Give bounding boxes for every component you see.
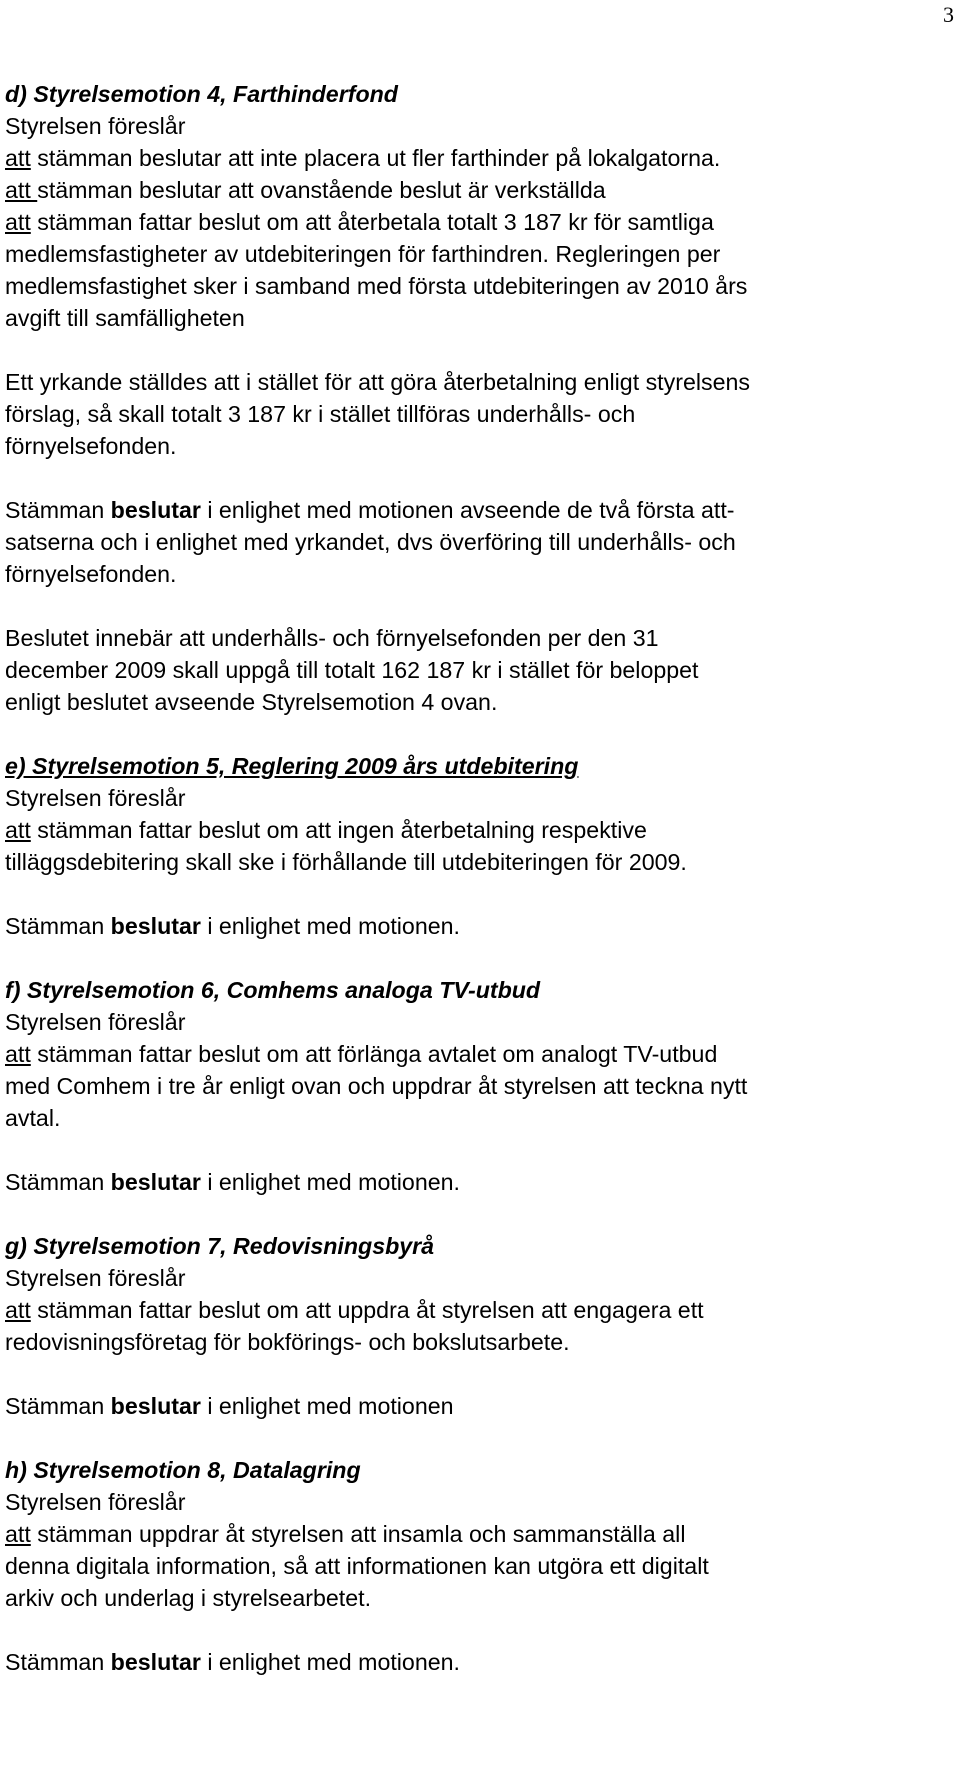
motion-line [5, 1038, 955, 1070]
att-keyword: att [5, 1297, 31, 1323]
decision-line [5, 1390, 955, 1422]
section-h [5, 1454, 955, 1678]
decision-lead: Stämman [5, 913, 111, 939]
section-e [5, 750, 955, 942]
decision-line: förnyelsefonden. [5, 561, 177, 587]
motion-line: tilläggsdebitering skall ske i förhållande till utdebiteringen för 2009. [5, 849, 687, 875]
decision-line: satserna och i enlighet med yrkandet, dvs överföring till underhålls- och [5, 529, 736, 555]
closing-line: Beslutet innebär att underhålls- och förnyelsefonden per den 31 [5, 625, 659, 651]
motion-line [5, 142, 955, 174]
decision-line [5, 494, 955, 526]
decision-lead: Stämman [5, 1393, 111, 1419]
motion-text: stämman fattar beslut om att uppdra åt styrelsen att engagera ett [30, 1297, 704, 1323]
motion-line [5, 206, 955, 238]
decision-keyword: beslutar [110, 497, 201, 523]
decision-text: i enlighet med motionen. [200, 1169, 460, 1195]
proposer-line: Styrelsen föreslår [5, 1489, 186, 1515]
motion-line: med Comhem i tre år enligt ovan och uppdrar åt styrelsen att teckna nytt [5, 1073, 748, 1099]
motion-line: medlemsfastighet sker i samband med första utdebiteringen av 2010 års [5, 273, 748, 299]
motion-text: stämman fattar beslut om att återbetala totalt 3 187 kr för samtliga [30, 209, 714, 235]
proposer-line: Styrelsen föreslår [5, 1009, 186, 1035]
decision-text: i enlighet med motionen. [200, 913, 460, 939]
motion-text: stämman beslutar att ovanstående beslut är verkställda [37, 177, 606, 203]
motion-line: avtal. [5, 1105, 61, 1131]
motion-text: stämman uppdrar åt styrelsen att insamla och sammanställa all [30, 1521, 686, 1547]
motion-line [5, 174, 955, 206]
section-g [5, 1230, 955, 1422]
motion-line: avgift till samfälligheten [5, 305, 245, 331]
page-number: 3 [943, 2, 954, 27]
decision-keyword: beslutar [110, 1393, 201, 1419]
decision-line [5, 1646, 955, 1678]
motion-line: medlemsfastigheter av utdebiteringen för farthindren. Regleringen per [5, 241, 721, 267]
decision-lead: Stämman [5, 1649, 111, 1675]
motion-line: arkiv och underlag i styrelsearbetet. [5, 1585, 372, 1611]
closing-line: december 2009 skall uppgå till totalt 162 187 kr i stället för beloppet [5, 657, 699, 683]
paragraph-line: förslag, så skall totalt 3 187 kr i stället tillföras underhålls- och [5, 401, 636, 427]
att-keyword: att [5, 145, 31, 171]
decision-text: i enlighet med motionen avseende de två första att- [200, 497, 735, 523]
document-body [5, 78, 955, 1678]
decision-text: i enlighet med motionen [200, 1393, 454, 1419]
paragraph-line: Ett yrkande ställdes att i stället för att göra återbetalning enligt styrelsens [5, 369, 750, 395]
motion-text: stämman fattar beslut om att ingen återbetalning respektive [30, 817, 647, 843]
motion-line [5, 1518, 955, 1550]
motion-line: denna digitala information, så att informationen kan utgöra ett digitalt [5, 1553, 709, 1579]
decision-line [5, 1166, 955, 1198]
motion-line [5, 1294, 955, 1326]
att-keyword: att [5, 1521, 31, 1547]
proposer-line: Styrelsen föreslår [5, 785, 186, 811]
closing-line: enligt beslutet avseende Styrelsemotion 4 ovan. [5, 689, 498, 715]
section-d [5, 78, 955, 718]
decision-line [5, 910, 955, 942]
paragraph-line: förnyelsefonden. [5, 433, 177, 459]
section-heading: e) Styrelsemotion 5, Reglering 2009 års utdebitering [5, 753, 579, 779]
decision-text: i enlighet med motionen. [200, 1649, 460, 1675]
section-f [5, 974, 955, 1198]
att-keyword: att [5, 1041, 31, 1067]
proposer-line: Styrelsen föreslår [5, 113, 186, 139]
section-heading: f) Styrelsemotion 6, Comhems analoga TV-utbud [5, 977, 541, 1003]
motion-line: redovisningsföretag för bokförings- och bokslutsarbete. [5, 1329, 570, 1355]
section-heading: g) Styrelsemotion 7, Redovisningsbyrå [5, 1233, 435, 1259]
section-heading: d) Styrelsemotion 4, Farthinderfond [5, 81, 398, 107]
decision-keyword: beslutar [110, 913, 201, 939]
decision-lead: Stämman [5, 1169, 111, 1195]
motion-line [5, 814, 955, 846]
motion-text: stämman beslutar att inte placera ut fler farthinder på lokalgatorna. [30, 145, 721, 171]
proposer-line: Styrelsen föreslår [5, 1265, 186, 1291]
decision-lead: Stämman [5, 497, 111, 523]
att-keyword: att [5, 209, 31, 235]
decision-keyword: beslutar [110, 1649, 201, 1675]
decision-keyword: beslutar [110, 1169, 201, 1195]
att-keyword: att [5, 177, 38, 203]
att-keyword: att [5, 817, 31, 843]
section-heading: h) Styrelsemotion 8, Datalagring [5, 1457, 361, 1483]
motion-text: stämman fattar beslut om att förlänga avtalet om analogt TV-utbud [30, 1041, 718, 1067]
